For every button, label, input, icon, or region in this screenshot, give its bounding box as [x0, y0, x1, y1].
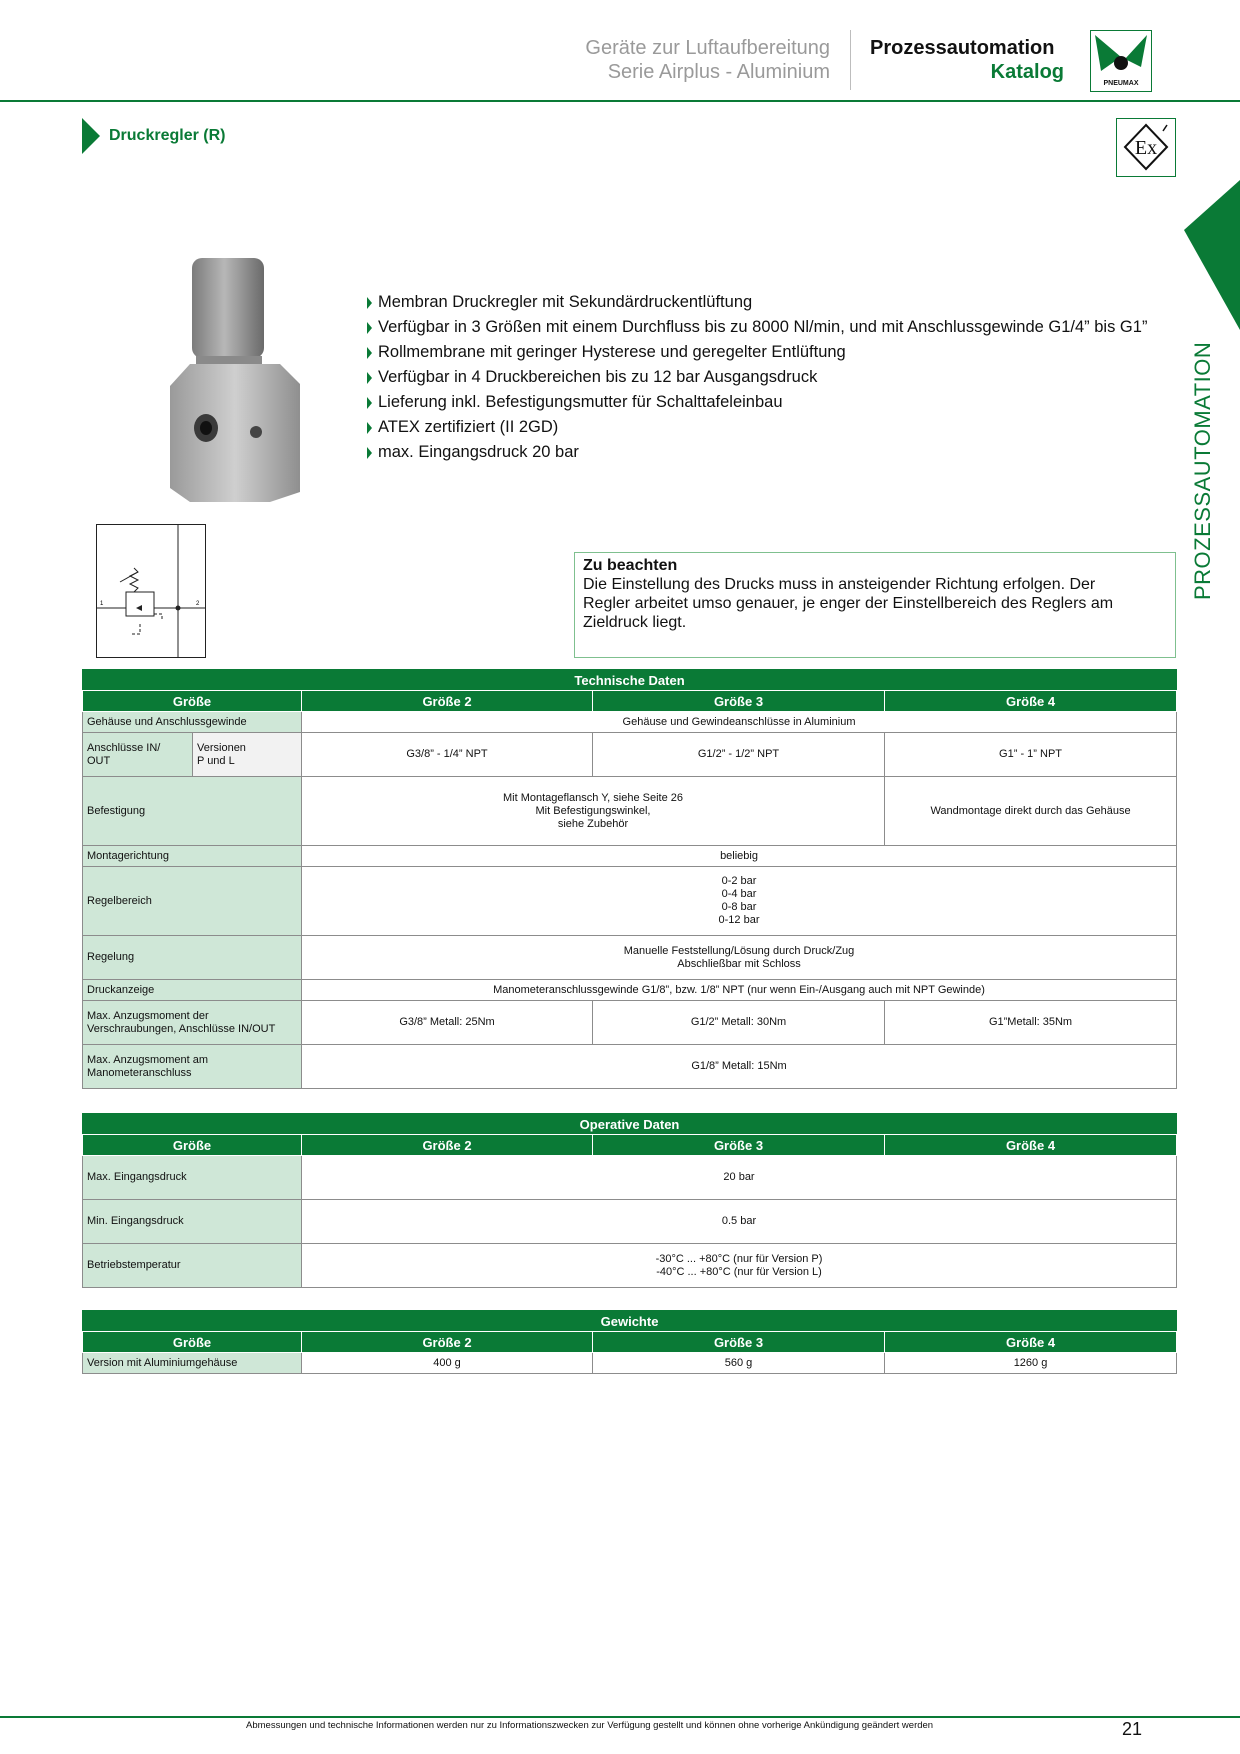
feature-item: Lieferung inkl. Befestigungsmutter für Schalttafeleinbau [366, 390, 1166, 415]
cell-value: G1/8” Metall: 15Nm [302, 1045, 1177, 1089]
cell-value: 0-2 bar 0-4 bar 0-8 bar 0-12 bar [302, 867, 1177, 936]
col-header: Größe [83, 1135, 302, 1156]
feature-item: Verfügbar in 3 Größen mit einem Durchfluss bis zu 8000 Nl/min, und mit Anschlussgewinde G1/4” bis G1” [366, 315, 1166, 340]
row-label: Befestigung [83, 777, 302, 846]
col-header: Größe 4 [885, 1332, 1177, 1353]
cell-value: Mit Montageflansch Y, siehe Seite 26 Mit Befestigungswinkel, siehe Zubehör [302, 777, 885, 846]
cell-value: beliebig [302, 846, 1177, 867]
feature-item: Membran Druckregler mit Sekundärdruckentlüftung [366, 290, 1166, 315]
col-header: Größe 4 [885, 1135, 1177, 1156]
product-image [160, 256, 310, 506]
row-label: Max. Anzugsmoment am Manometeranschluss [83, 1045, 302, 1089]
row-label: Gehäuse und Anschlussgewinde [83, 712, 302, 733]
table-title: Technische Daten [83, 670, 1177, 691]
header-divider [850, 30, 851, 90]
header-rule [0, 100, 1240, 102]
table-title: Gewichte [83, 1311, 1177, 1332]
header-series [585, 36, 830, 84]
port-2-label: 2 [196, 601, 200, 607]
cell-value: Manometeranschlussgewinde G1/8”, bzw. 1/8” NPT (nur wenn Ein-/Ausgang auch mit NPT Gewinde) [302, 980, 1177, 1001]
col-header: Größe 3 [593, 1332, 885, 1353]
row-label: Regelung [83, 936, 302, 980]
feature-item: Verfügbar in 4 Druckbereichen bis zu 12 bar Ausgangsdruck [366, 365, 1166, 390]
feature-item: Rollmembrane mit geringer Hysterese und geregelter Entlüftung [366, 340, 1166, 365]
cell-value: Manuelle Feststellung/Lösung durch Druck/Zug Abschließbar mit Schloss [302, 936, 1177, 980]
section-title: Druckregler (R) [109, 127, 226, 144]
operative-data-table [82, 1113, 1177, 1288]
row-label: Montagerichtung [83, 846, 302, 867]
cell-value: G1”Metall: 35Nm [885, 1001, 1177, 1045]
side-tab-marker [1184, 180, 1240, 330]
row-label: Regelbereich [83, 867, 302, 936]
col-header: Größe 2 [302, 1135, 593, 1156]
atex-ex-icon [1116, 118, 1176, 177]
page-number: 21 [1122, 1719, 1143, 1739]
row-label: Max. Anzugsmoment der Verschraubungen, Anschlüsse IN/OUT [83, 1001, 302, 1045]
header-domain: Prozessautomation [870, 37, 1055, 59]
note-box [574, 552, 1176, 658]
header-catalog [870, 36, 1064, 84]
col-header: Größe 2 [302, 691, 593, 712]
col-header: Größe [83, 1332, 302, 1353]
col-header: Größe 3 [593, 1135, 885, 1156]
tech-data-table [82, 669, 1177, 1089]
feature-item: ATEX zertifiziert (II 2GD) [366, 415, 1166, 440]
row-label: Anschlüsse IN/ OUT [83, 733, 193, 777]
section-arrow-icon [82, 118, 100, 154]
pneumatic-symbol [96, 524, 206, 658]
cell-value: G3/8” - 1/4” NPT [302, 733, 593, 777]
port-1-label: 1 [100, 601, 104, 607]
row-label: Version mit Aluminiumgehäuse [83, 1353, 302, 1374]
feature-item: max. Eingangsdruck 20 bar [366, 440, 1166, 465]
cell-value: -30°C ... +80°C (nur für Version P) -40°C ... +80°C (nur für Version L) [302, 1244, 1177, 1288]
col-header: Größe 4 [885, 691, 1177, 712]
cell-value: 400 g [302, 1353, 593, 1374]
footer-rule [0, 1716, 1240, 1718]
row-label: Betriebstemperatur [83, 1244, 302, 1288]
cell-value: 560 g [593, 1353, 885, 1374]
header-catalog-label: Katalog [990, 61, 1064, 83]
cell-value: G1/2” Metall: 30Nm [593, 1001, 885, 1045]
svg-text:Ex: Ex [1134, 137, 1158, 159]
row-label: Min. Eingangsdruck [83, 1200, 302, 1244]
cell-value: Wandmontage direkt durch das Gehäuse [885, 777, 1177, 846]
header-series-name: Serie Airplus - Aluminium [607, 61, 830, 83]
footer-disclaimer: Abmessungen und technische Informationen werden nur zu Informationszwecken zur Verfügung gestellt und können ohne vorherige Ankündigung geändert werden [246, 1720, 934, 1731]
cell-value: 1260 g [885, 1353, 1177, 1374]
col-header: Größe [83, 691, 302, 712]
header-category: Geräte zur Luftaufbereitung [585, 37, 830, 59]
row-label: Max. Eingangsdruck [83, 1156, 302, 1200]
note-body: Die Einstellung des Drucks muss in ansteigender Richtung erfolgen. Der Regler arbeitet umso genauer, je enger der Einstellbereich des Reglers am Zieldruck liegt. [583, 576, 1114, 631]
feature-list [366, 290, 1166, 465]
cell-value: 0.5 bar [302, 1200, 1177, 1244]
cell-value: G3/8” Metall: 25Nm [302, 1001, 593, 1045]
row-label: Druckanzeige [83, 980, 302, 1001]
logo-text: PNEUMAX [1103, 80, 1139, 87]
pneumax-logo [1090, 30, 1152, 92]
table-title: Operative Daten [83, 1114, 1177, 1135]
row-sublabel: Versionen P und L [193, 733, 302, 777]
weights-table [82, 1310, 1177, 1374]
cell-value: G1/2” - 1/2” NPT [593, 733, 885, 777]
col-header: Größe 3 [593, 691, 885, 712]
cell-value: 20 bar [302, 1156, 1177, 1200]
col-header: Größe 2 [302, 1332, 593, 1353]
cell-value: Gehäuse und Gewindeanschlüsse in Aluminium [302, 712, 1177, 733]
note-title: Zu beachten [583, 557, 678, 574]
cell-value: G1” - 1” NPT [885, 733, 1177, 777]
